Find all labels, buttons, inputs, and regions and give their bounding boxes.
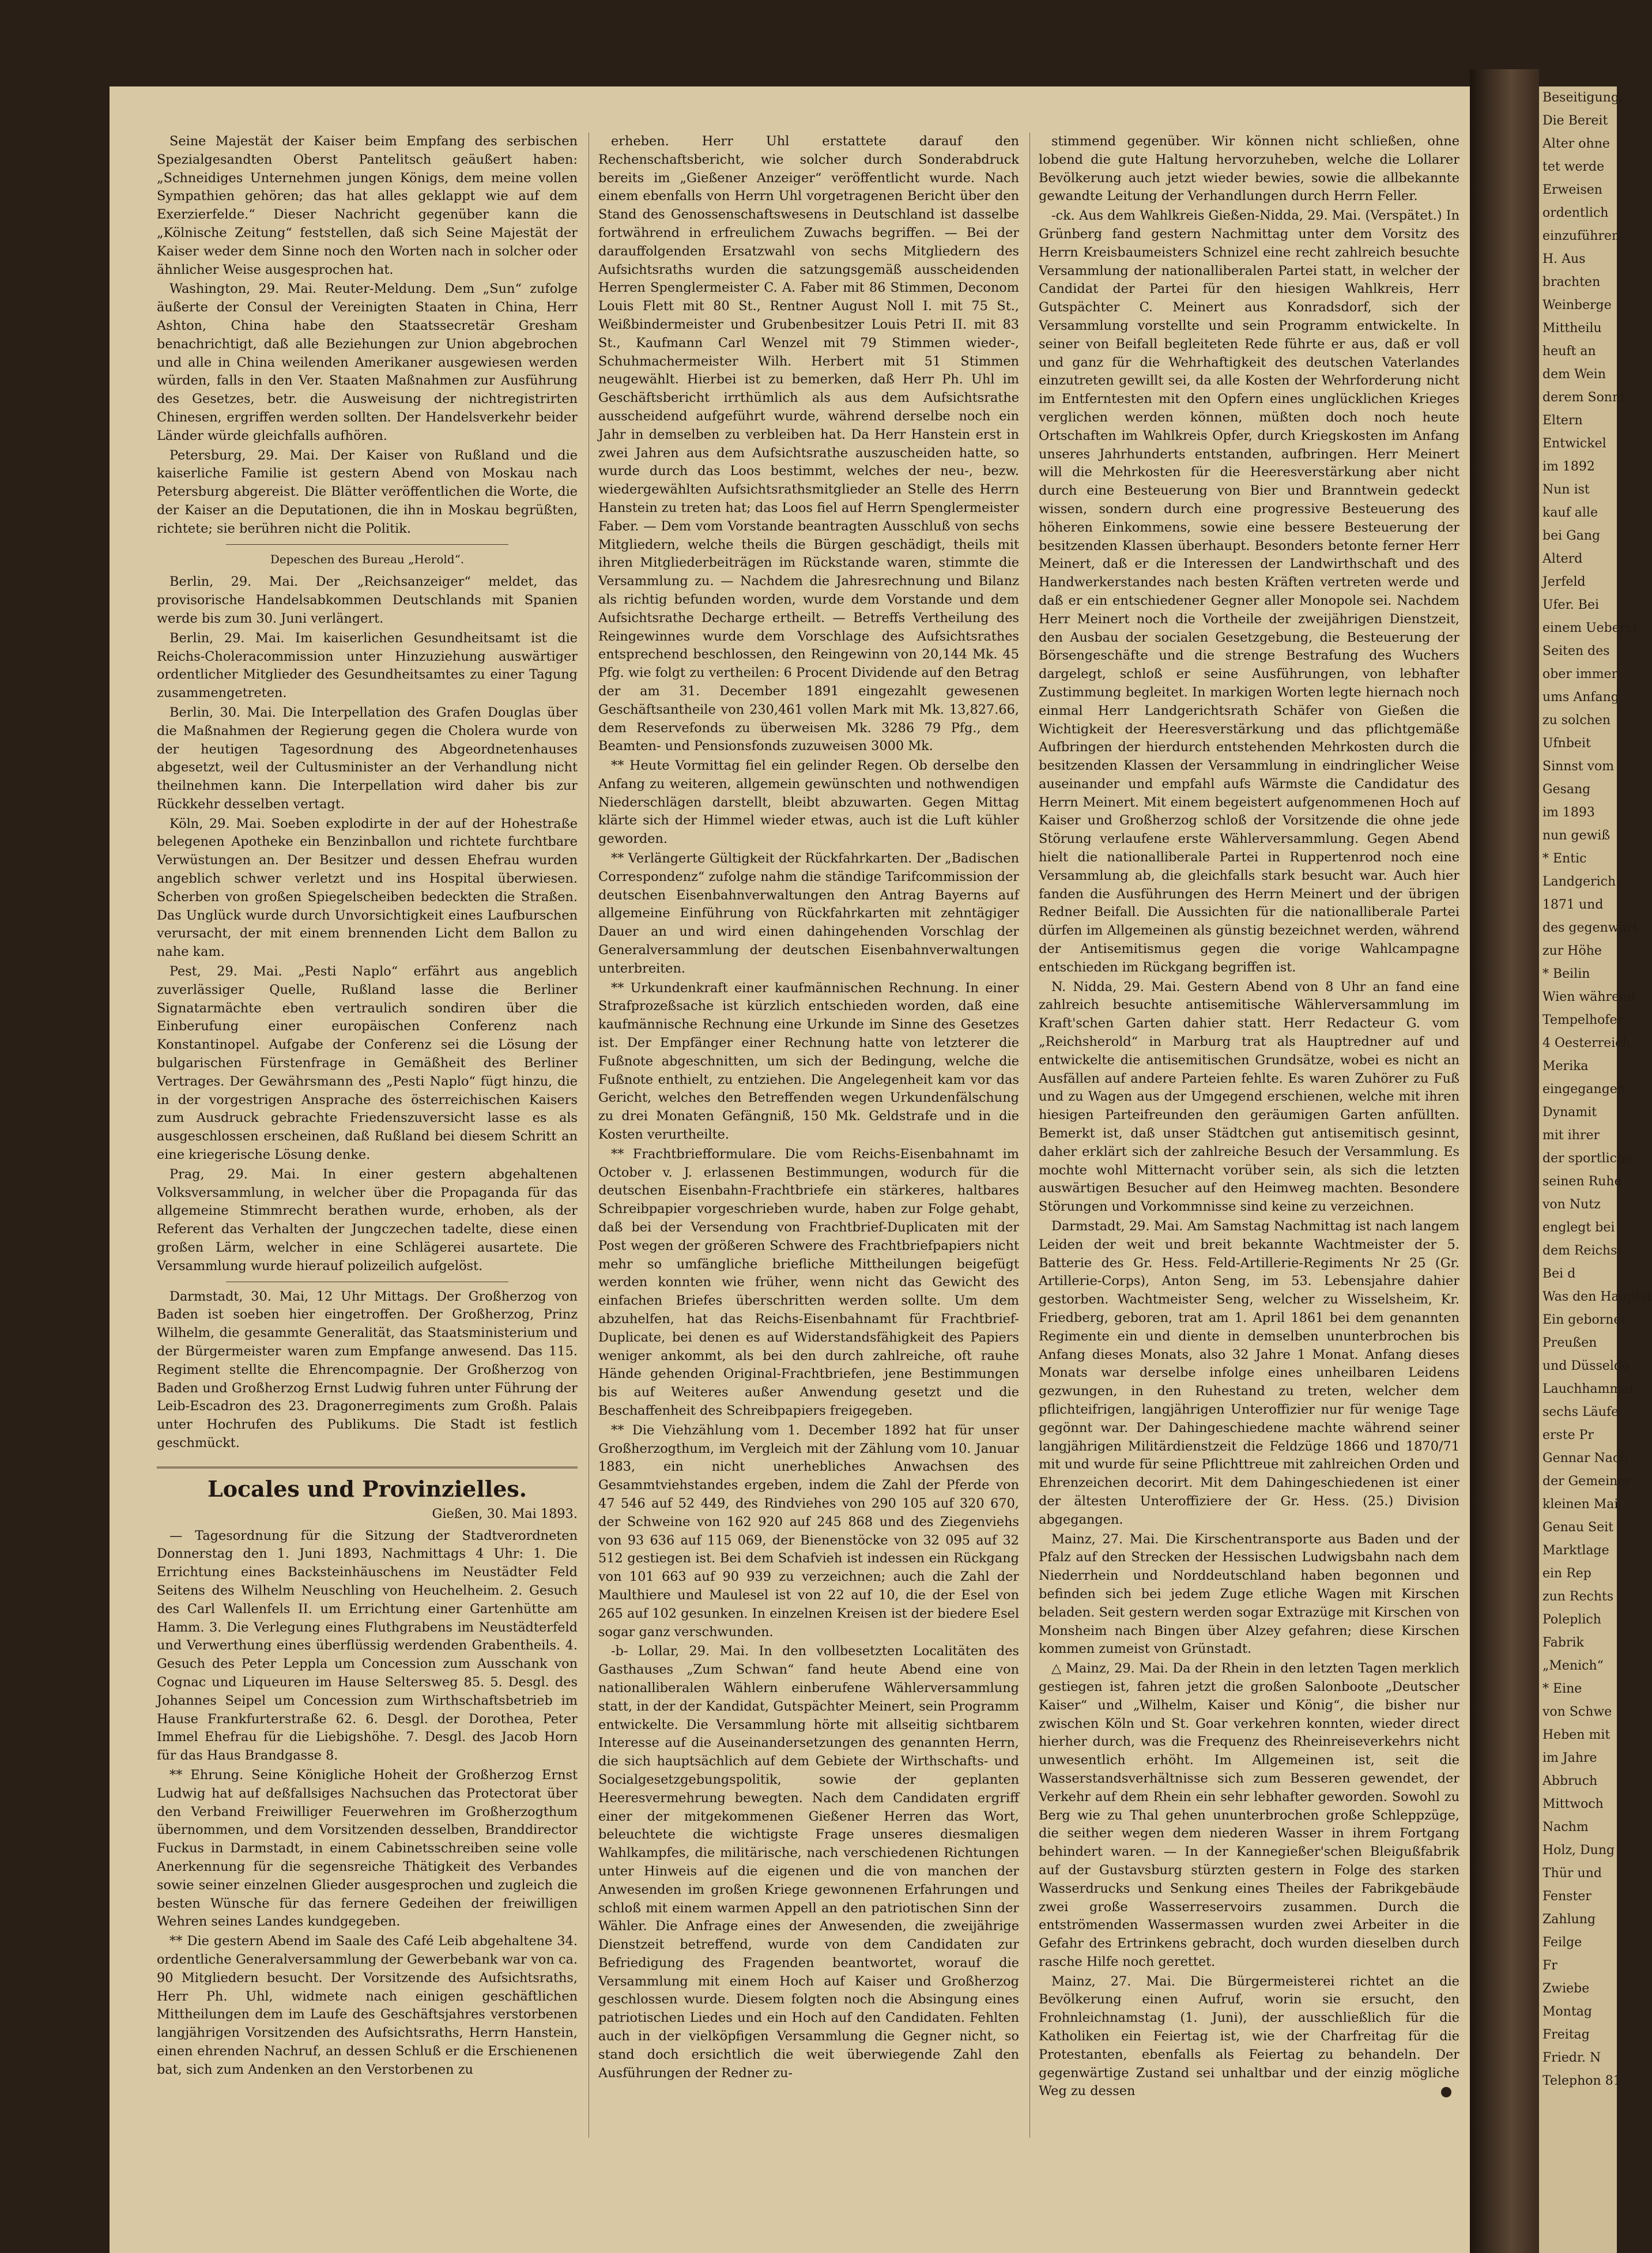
article-mainz-aufruf: Mainz, 27. Mai. Die Bürgermeisterei richtet an die Bevölkerung einen Aufruf, worin sie ersucht, den Frohnleichnamstag (1. Juni), der ausschließlich für die Katholiken ein Feiertag ist, wie der Charfreitag für die Protestanten, ebenfalls als Feiertag zu behandeln. Der gegenwärtige Zustand sei unhaltbar und der einzig mögliche Weg zu dessen [1039,1973,1459,2099]
dispatch-heading: Depeschen des Bureau „Herold“. [270,552,465,566]
article-nidda: N. Nidda, 29. Mai. Gestern Abend von 8 Uhr an fand eine zahlreich besuchte antisemitische Wählerversammlung im Kraft'schen Garten dahier statt. Herr Redacteur G. vom „Reichsherold“ in Marburg trat als Hauptredner auf und entwickelte die antisemitischen Grundsätze, wobei es nicht an Ausfällen auf andere Parteien fehlte. Es waren Zuhörer zu Fuß und zu Wagen aus der Umgegend erschienen, welche mit ihren hiesigen Parteifreunden den geräumigen Garten anfüllten. Bemerkt ist, daß unser Städtchen gut antisemitisch gesinnt, daher erklärt sich der zahlreiche Besuch der Versammlung. Es mochte wohl Mitternacht vorüber sein, als sich die letzten auswärtigen Besucher auf den Heimweg machten. Besondere Störungen und Vorkommnisse sind keine zu verzeichnen. [1039,979,1459,1215]
fragment-line: Fabrik [1542,1636,1584,1650]
article-regen: ** Heute Vormittag fiel ein gelinder Regen. Ob derselbe den Anfang zu weiteren, allgemein gewünschten und nothwendigen Niederschlägen darstellt, bleibt abzuwarten. Gegen Mittag klärte sich der Himmel wieder etwas, auch ist die Luft kühler geworden. [598,758,1019,847]
article-berlin-1: Berlin, 29. Mai. Der „Reichsanzeiger“ meldet, das provisorische Handelsabkommen Deutschlands mit Spanien werde bis zum 30. Juni verlängert. [157,574,578,626]
fragment-line: einzuführen [1542,229,1620,243]
fragment-line: eingegangen [1542,1082,1625,1097]
fragment-line: Telephon 81 [1542,2074,1621,2088]
fragment-line: Zwiebe [1542,1981,1590,1996]
article-viehzaehlung: ** Die Viehzählung vom 1. December 1892 hat für unser Großherzogthum, im Vergleich mit der Zählung vom 10. Januar 1883, ein nicht unerhebliches Anwachsen des Gesammtviehstandes ergeben, indem die Zahl der Pferde von 47 546 auf 52 449, des Rindviehes von 290 105 auf 320 670, der Schweine von 162 920 auf 245 868 und des Ziegenviehs von 93 636 auf 115 069, der Bienenstöcke von 32 095 auf 32 512 gestiegen ist. Bei dem Schafvieh ist indessen ein Rückgang von 101 663 auf 90 939 zu verzeichnen; auch die Zahl der Maulthiere und Maulesel ist von 22 auf 10, die der Esel von 265 auf 102 gesunken. In einzelnen Kreisen ist der biedere Esel sogar ganz verschwunden. [598,1422,1019,1640]
article-darmstadt-seng: Darmstadt, 29. Mai. Am Samstag Nachmittag ist nach langem Leiden der weit und breit bekannte Wachtmeister der 5. Batterie des Gr. Hess. Feld-Artillerie-Regiments Nr 25 (Gr. Artillerie-Corps), Anton Seng, im 53. Lebensjahre dahier gestorben. Wachtmeister Seng, welcher zu Wisselsheim, Kr. Friedberg, geboren, trat am 1. April 1861 bei dem genannten Regimente ein und diente in demselben ununterbrochen bis Anfang dieses Monats, also 32 Jahre 1 Monat. Anfang dieses Monats war derselbe infolge eines unheilbaren Leidens gezwungen, in den Ruhestand zu treten, welcher dem pflichteifrigen, langjährigen Unteroffizier nur für wenige Tage gegönnt war. Der Dahingeschiedene machte während seiner langjährigen Militärdienstzeit die Feldzüge 1866 und 1870/71 mit und wurde für seine Pflichttreue mit zahlreichen Orden und Ehrenzeichen decorirt. Mit dem Dahingeschiedenen ist einer der ältesten Unteroffiziere der Gr. Hess. (25.) Division abgegangen. [1039,1219,1459,1527]
fragment-line: Feilge [1542,1935,1582,1950]
column-rule [1029,133,1030,2138]
article-lollar-cont: stimmend gegenüber. Wir können nicht schließen, ohne lobend die gute Haltung hervorzuheben, welche die Lollarer Bevölkerung auch jetzt wieder bewies, sowie die allbekannte gewandte Leitung der Verhandlungen durch Herrn Feller. [1039,134,1459,204]
fragment-line: Erweisen [1542,183,1602,197]
newspaper-page [110,86,1470,2253]
fragment-line: im 1892 [1542,459,1595,474]
fragment-line: mit ihrer [1542,1128,1600,1143]
fragment-line: dem Reichst [1542,1244,1623,1258]
article-rechnung: ** Urkundenkraft einer kaufmännischen Rechnung. In einer Strafprozeßsache ist kürzlich entschieden worden, daß eine kaufmännische Rechnung eine Urkunde im Sinne des Gesetzes ist. Der Empfänger einer Rechnung hatte von letzterer die Fußnote abgeschnitten, um sich der Bedingung, welche die Fußnote enthielt, zu entziehen. Die Angelegenheit kam vor das Gericht, welches den Betreffenden wegen Urkundenfälschung zu drei Monaten Gefängniß, 150 Mk. Geldstrafe und in die Kosten verurtheilte. [598,980,1019,1143]
fragment-line: Die Bereit [1542,114,1608,128]
article-gewerbebank: ** Die gestern Abend im Saale des Café Leib abgehaltene 34. ordentliche Generalversammlung der Gewerbebank war von ca. 90 Mitgliedern besucht. Der Vorsitzende des Aufsichtsraths, Herr Ph. Uhl, widmete nach einigen geschäftlichen Mittheilungen dem im Laufe des Geschäftsjahres verstorbenen langjährigen Vorsitzenden des Aufsichtsraths, Herrn Hanstein, einen ehrenden Nachruf, an dessen Schluß er die Erschienenen bat, sich zum Andenken an den Verstorbenen zu [157,1934,578,2077]
article-prag: Prag, 29. Mai. In einer gestern abgehaltenen Volksversammlung, in welcher über die Propaganda für das allgemeine Stimmrecht berathen wurde, erhoben, als der Referent das Verhalten der Jungczechen tadelte, diese einen großen Lärm, welcher in eine Schlägerei ausartete. Die Versammlung wurde hierauf polizeilich aufgelöst. [157,1166,578,1274]
fragment-line: ums Anfang [1542,690,1619,704]
fragment-line: * Eine [1542,1682,1582,1696]
article-lollar: -b- Lollar, 29. Mai. In den vollbesetzten Localitäten des Gasthauses „Zum Schwan“ fand heute Abend eine von nationalliberalen Wählern einberufene Wählerversammlung statt, in der der Kandidat, Gutspächter Meinert, sein Programm entwickelte. Die Versammlung hörte mit allseitig sichtbarem Interesse auf die Auseinandersetzungen des genannten Herrn, die sich hauptsächlich auf dem Gebiete der Wirthschafts- und Socialgesetzgebungspolitik, sowie der geplanten Heeresvermehrung bewegten. Nach dem Candidaten ergriff einer der mitgekommenen Gießener Herren das Wort, beleuchtete die wichtigste Frage unseres diesmaligen Wahlkampfes, die militärische, nach verschiedenen Richtungen unter Hinweis auf die eigenen und die von manchen der Anwesenden im großen Kriege gewonnenen Erfahrungen und schloß mit einem warmen Appell an den patriotischen Sinn der Wähler. Die Anfrage eines der Anwesenden, die zweijährige Dienstzeit betreffend, wurde von dem Candidaten zur Befriedigung des Fragenden beantwortet, worauf die Versammlung mit einem Hoch auf Kaiser und Großherzog geschlossen wurde. Diesem folgten noch die Absingung eines patriotischen Liedes und ein Hoch auf den Candidaten. Fehlten auch in der vielköpfigen Versammlung die Gegner nicht, so stand doch ersichtlich die weit überwiegende Zahl den Ausführungen der Redner zu- [598,1644,1019,2081]
column-2 [598,133,1019,2138]
fragment-line: Beseitigung. [1542,91,1623,105]
fragment-line: Nachm [1542,1820,1589,1834]
fragment-line: Friedr. N [1542,2051,1601,2065]
article-serbia: Seine Majestät der Kaiser beim Empfang des serbischen Spezialgesandten Oberst Pantelitsch geäußert haben: „Schneidiges Unternehmen jungen Königs, dem meine vollen Sympathien gehören; das hat alles geklappt wie auf dem Exerzierfelde.“ Dieser Nachricht gegenüber kann die „Kölnische Zeitung“ feststellen, daß sich Seine Majestät der Kaiser weder dem Sinne noch den Worten nach in solcher oder ähnlicher Weise ausgesprochen hat. [157,134,578,277]
column-3 [1039,133,1459,2138]
fragment-line: Landgerich [1542,875,1616,889]
column-1 [157,133,578,2138]
fragment-line: kleinen Mai [1542,1497,1619,1512]
article-petersburg: Petersburg, 29. Mai. Der Kaiser von Rußland und die kaiserliche Familie ist gestern Abend von Moskau nach Petersburg abgereist. Die Blätter veröffentlichen die Worte, die der Kaiser an die Deputationen, die ihn in Moskau begrüßten, richtete; sie berühren nicht die Politik. [157,447,578,536]
fragment-line: Ein geborner [1542,1313,1627,1327]
article-berlin-2: Berlin, 29. Mai. Im kaiserlichen Gesundheitsamt ist die Reichs-Choleracommission unter Hinzuziehung auswärtiger ordentlicher Mitglieder des Gesundheitsamtes zu einer Tagung zusammengetreten. [157,630,578,701]
fragment-line: Weinberge [1542,298,1612,312]
fragment-line: Lauchhammer [1542,1382,1635,1396]
fragment-line: bei Gang [1542,529,1601,543]
article-washington: Washington, 29. Mai. Reuter-Meldung. Dem „Sun“ zufolge äußerte der Consul der Vereinigten Staaten in China, Herr Ashton, China habe den Staatssecretär Gresham benachrichtigt, daß alle Beziehungen zur Union abgebrochen und alle in China weilenden Amerikaner ausgewiesen werden würden, falls in den Ver. Staaten Maßnahmen zur Ausführung des Gesetzes, betr. die Ausweisung der nichtregistrirten Chinesen, ergriffen werden sollten. Der Handelsverkehr beider Länder würde gleichfalls aufhören. [157,281,578,443]
fragment-line: Ufer. Bei [1542,598,1600,612]
fragment-line: Alterd [1542,552,1583,566]
fragment-line: Ufnbeit [1542,736,1591,751]
fragment-line: der sportliche [1542,1151,1633,1166]
fragment-line: nun gewiß [1542,828,1610,843]
section-dateline: Gießen, 30. Mai 1893. [432,1506,578,1521]
divider [226,544,508,545]
fragment-line: kauf alle [1542,506,1598,520]
fragment-line: Eltern [1542,413,1583,428]
fragment-line: 4 Oesterreich [1542,1036,1631,1050]
fragment-line: Nun ist [1542,483,1590,497]
article-frachtbrief: ** Frachtbriefformulare. Die vom Reichs-Eisenbahnamt im October v. J. erlassenen Bestimmungen, wodurch für die deutschen Eisenbahn-Frachtbriefe ein stärkeres, haltbares Schreibpapier vorgeschrieben wurde, haben zur Folge gehabt, daß bei der Versendung von Frachtbrief-Duplicaten mit der Post wegen der größeren Schwere des Frachtbriefpapiers nicht mehr so umfängliche briefliche Mittheilungen beigefügt werden konnten wie früher, wenn nicht das Gewicht des einfachen Briefes überschritten werden sollte. Um dem abzuhelfen, hat das Reichs-Eisenbahnamt für Frachtbrief-Duplicate, bei denen es auf Widerstandsfähigkeit des Papiers weniger ankommt, als bei den durch zahlreiche, oft rauhe Hände gehenden Original-Frachtbriefen, jene Bestimmungen bis auf Weiteres außer Anwendung gesetzt und die Beschaffenheit des Schreibpapiers freigegeben. [598,1146,1019,1418]
fragment-line: Seiten des [1542,644,1610,658]
fragment-line: Freitag [1542,2028,1590,2042]
fragment-line: Fenster [1542,1889,1591,1904]
fragment-line: zur Höhe [1542,944,1602,958]
fragment-line: Gesang [1542,782,1591,797]
article-giessen-nidda: -ck. Aus dem Wahlkreis Gießen-Nidda, 29. Mai. (Verspätet.) In Grünberg fand gestern Nachmittag unter dem Vorsitz des Herrn Kreisbaumeisters Schnizel eine recht zahlreich besuchte Versammlung der nationalliberalen Partei statt, in welcher der Candidat der Partei für den hiesigen Wahlkreis, Herr Gutspächter C. Meinert aus Konradsdorf, sich der Versammlung vorstellte und sein Programm entwickelte. In seiner von Beifall begleiteten Rede führte er aus, daß er voll und ganz für die Wehrhaftigkeit des deutschen Vaterlandes einzutreten gewillt sei, da alle Kosten der Wehrforderung nicht im Entferntesten mit den Opfern eines unglücklichen Krieges verglichen werden können, müßten doch noch heute Ortschaften im Wahlkreis Opfer, durch Kriegskosten im Anfang unseres Jahrhunderts entstanden, aufbringen. Herr Meinert will die Mehrkosten für die Heeresverstärkung aber nicht durch eine Besteuerung von Bier und Branntwein gedeckt wissen, sondern durch eine progressive Besteuerung des höheren Einkommens, sowie eine bessere Besteuerung der besitzenden Klassen überhaupt. Besonders betonte ferner Herr Meinert, daß er die Interessen der Landwirthschaft und des Handwerkerstandes nach besten Kräften vertreten werde und daß er ein entschiedener Gegner aller Monopole sei. Nachdem Herr Meinert noch die Vortheile der zweijährigen Dienstzeit, den Ausbau der socialen Gesetzgebung, die Besteuerung der Börsengeschäfte und die strenge Bestrafung des Wuchers dargelegt, schloß er seine Ausführungen, von lebhafter Zustimmung begleitet. In markigen Worten legte hiernach noch einmal Herr Landgerichtsrath Schäfer von Gießen die Wichtigkeit der Heeresverstärkung und das pflichtgemäße Aufbringen der hierdurch entstehenden Mehrkosten durch die besitzenden Klassen der Versammlung in eindringlicher Weise auseinander und empfahl aufs Wärmste die Candidatur des Herrn Meinert. Mit einem begeistert aufgenommenen Hoch auf Kaiser und Großherzog schloß der Vorsitzende die ohne jede Störung verlaufene erste Wählerversammlung. Gegen Abend hielt die nationalliberale Partei in Ruppertenrod noch eine Versammlung ab, die gleichfalls stark besucht war. Auch hier fanden die Ausführungen des Herrn Meinert und der übrigen Redner Beifall. Die Aussichten für die nationalliberale Partei dürfen im Allgemeinen als günstig bezeichnet werden, während der Antisemitismus gegen die vorige Wahlcampagne entschieden im Rückgang begriffen ist. [1039,208,1459,975]
fragment-line: Bei d [1542,1267,1576,1281]
article-mainz-kirschen: Mainz, 27. Mai. Die Kirschentransporte aus Baden und der Pfalz auf den Strecken der Hessischen Ludwigsbahn nach dem Niederrhein und Norddeutschland haben begonnen und befinden sich bei jedem Zuge etliche Wagen mit Kirschen beladen. Seit gestern werden sogar Extrazüge mit Kirschen von Monsheim nach Bingen über Alzey gefahren; diese Kirschen kommen zumeist von Grünstadt. [1039,1531,1459,1657]
fragment-line: sechs Läufe [1542,1405,1619,1419]
fragment-line: Entwickel [1542,436,1606,451]
article-koeln: Köln, 29. Mai. Soeben explodirte in der auf der Hohestraße belegenen Apotheke ein Benzinballon und richtete furchtbare Verwüstungen an. Der Besitzer und dessen Ehefrau wurden angeblich schwer verletzt und ins Hospital überwiesen. Scherben von großen Spiegelscheiben bedeckten die Straßen. Das Unglück wurde durch Unvorsichtigkeit eines Laufburschen verursacht, der mit einem brennenden Licht dem Ballon zu nahe kam. [157,816,578,960]
fragment-line: der Gemeiner [1542,1474,1631,1489]
fragment-line: brachten [1542,275,1601,289]
fragment-line: Wien während [1542,990,1636,1004]
fragment-line: Mittwoch [1542,1797,1604,1811]
article-gewerbebank-cont: erheben. Herr Uhl erstattete darauf den Rechenschaftsbericht, wie solcher durch Sonderabdruck bereits im „Gießener Anzeiger“ veröffentlicht wurde. Nach einem ebenfalls von Herrn Uhl vorgetragenen Bericht über den Stand des Genossenschaftswesens in Deutschland ist dasselbe fortwährend in erfreulichem Zuwachs begriffen. — Bei der darauffolgenden Ersatzwahl von sechs Mitgliedern des Aufsichtsraths wurden die satzungsgemäß ausscheidenden Herren Spenglermeister C. A. Faber mit 86 Stimmen, Deconom Louis Flett mit 80 St., Rentner August Noll I. mit 75 St., Weißbindermeister und Grubenbesitzer Louis Petri II. mit 83 St., Kaufmann Carl Wenzel mit 79 Stimmen wieder-, Schuhmachermeister Wilh. Herbert mit 51 Stimmen neugewählt. Hierbei ist zu bemerken, daß Herr Ph. Uhl im Geschäftsbericht irrthümlich als aus dem Aufsichtsrathe ausscheidend aufgeführt wurde, während derselbe noch ein Jahr in demselben zu verbleiben hat. Da Herr Hanstein erst in zwei Jahren aus dem Aufsichtsrathe auszuscheiden hatte, so wurde durch das Loos bestimmt, welches der neu-, bezw. wiedergewählten Aufsichtsrathsmitglieder an Stelle des Herrn Hanstein zu treten hat; das Loos fiel auf Herrn Spenglermeister Faber. — Dem vom Vorstande beantragten Ausschluß von sechs Mitgliedern, welche theils die Bürgen geschädigt, theils mit ihren Mitgliederbeiträgen im Rückstande waren, stimmte die Versammlung zu. — Nachdem die Jahresrechnung und Bilanz als richtig befunden worden, wurde dem Vorstande und dem Aufsichtsrathe Decharge ertheilt. — Betreffs Vertheilung des Reingewinnes wurde dem Vorschlage des Aufsichtsrathes entsprechend beschlossen, den Reingewinn von 20,144 Mk. 45 Pfg. wie folgt zu vertheilen: 6 Procent Dividende auf den Betrag der am 31. December 1891 eingezahlt gewesenen Geschäftsantheile von 230,461 vollen Mark mit Mk. 13,827.66, dem Reservefonds zu überweisen Mk. 3286 79 Pfg., dem Beamten- und Pensionsfonds zuzuweisen 3000 Mk. [598,134,1019,754]
fragment-line: „Menich“ [1542,1659,1604,1673]
article-ehrung: ** Ehrung. Seine Königliche Hoheit der Großherzog Ernst Ludwig hat auf deßfallsiges Nachsuchen das Protectorat über den Verband Freiwilliger Feuerwehren im Großherzogthum übernommen, und dem Vorsitzenden desselben, Branddirector Fuckus in Darmstadt, in einem Cabinetsschreiben seine volle Anerkennung für die segensreiche Thätigkeit des Verbandes sowie seiner einzelnen Glieder ausgesprochen und zugleich die besten Wünsche für das fernere Gedeihen der freiwilligen Wehren seines Landes kundgegeben. [157,1767,578,1930]
fragment-line: im 1893 [1542,805,1595,820]
fragment-line: Gennar Nach [1542,1451,1628,1465]
fragment-line: einem Ueberst [1542,621,1638,635]
fragment-line: Was den Hauptst [1542,1290,1652,1304]
fragment-line: Alter ohne [1542,137,1610,151]
fragment-line: Jerfeld [1542,575,1586,589]
fragment-line: ober immer [1542,667,1618,681]
article-darmstadt: Darmstadt, 30. Mai, 12 Uhr Mittags. Der Großherzog von Baden ist soeben hier eingetroffen. Der Großherzog, Prinz Wilhelm, die gesammte Generalität, das Staatsministerium und der Bürgermeister waren zum Empfange anwesend. Das 115. Regiment stellte die Ehrencompagnie. Der Großherzog von Baden und Großherzog Ernst Ludwig fuhren unter Führung der Leib-Escadron des 23. Dragonerregiments zum Großh. Palais unter Hochrufen des Publikums. Die Stadt ist festlich geschmückt. [157,1288,578,1450]
fragment-line: von Schwe [1542,1705,1612,1719]
fragment-line: Poleplich [1542,1612,1601,1627]
section-title: Locales und Provinzielles. [157,1467,578,1503]
fragment-line: dem Wein [1542,367,1606,382]
fragment-line: Genau Seit [1542,1520,1614,1535]
article-rueckfahrkarten: ** Verlängerte Gültigkeit der Rückfahrkarten. Der „Badischen Correspondenz“ zufolge nahm die ständige Tarifcommission der deutschen Eisenbahnverwaltungen den Antrag Bayerns auf allgemeine Einführung von Rückfahrkarten mit zehntägiger Dauer an und wird einen dahingehenden Vorschlag der Generalversammlung der deutschen Eisenbahnverwaltungen unterbreiten. [598,851,1019,976]
fragment-line: erste Pr [1542,1428,1594,1442]
fragment-line: im Jahre [1542,1751,1597,1765]
fragment-line: heuft an [1542,344,1596,359]
fragment-line: Marktlage [1542,1543,1609,1558]
fragment-line: * Beilin [1542,967,1590,981]
fragment-line: tet werde [1542,160,1605,174]
fragment-line: ein Rep [1542,1566,1591,1581]
fragment-line: Holz, Dung [1542,1843,1615,1858]
fragment-line: H. Aus [1542,252,1586,266]
book-gutter [1470,69,1539,2253]
fragment-line: Heben mit [1542,1728,1610,1742]
fragment-line: Montag [1542,2005,1592,2019]
article-mainz-rhein: △ Mainz, 29. Mai. Da der Rhein in den letzten Tagen merklich gestiegen ist, fahren jetzt die großen Salonboote „Deutscher Kaiser“ und „Wilhelm, Kaiser und König“, die bisher nur zwischen Köln und St. Goar verkehren konnten, wieder direct hierher durch, was die Frequenz des Rheinreiseverkehrs nicht unwesentlich erhöht. Im Allgemeinen ist, seit die Wasserstandsverhältnisse sich zum Besseren gewendet, der Verkehr auf dem Rhein ein sehr lebhafter geworden. Sowohl zu Berg wie zu Thal gehen ununterbrochen große Schleppzüge, die seither wegen dem niederen Wasser in ihrem Fortgang behindert waren. — In der Kannegießer'schen Bleigußfabrik auf der Gustavsburg stürzten gestern in Folge des starken Wasserdrucks und Senkung eines Theiles der Fabrikgebäude zwei große Wasserreservoirs zusammen. Durch die entströmenden Wassermassen wurden zwei Arbeiter in die Gefahr des Ertrinkens gebracht, doch wurden dieselben durch rasche Hilfe noch gerettet. [1039,1661,1459,1969]
fragment-line: derem Sonnt [1542,390,1625,405]
fragment-line: Sinnst vom [1542,759,1615,774]
article-berlin-3: Berlin, 30. Mai. Die Interpellation des Grafen Douglas über die Maßnahmen der Regierung gegen die Cholera wurde von der heutigen Tagesordnung des Abgeordnetenhauses abgesetzt, weil der Cultusminister an der Verhandlung nicht theilnehmen kann. Die Interpellation wird daher bis zur Rückkehr desselben vertagt. [157,704,578,812]
fragment-line: seinen Ruhe [1542,1174,1622,1189]
fragment-line: Merika [1542,1059,1589,1073]
fragment-line: Dynamit [1542,1105,1597,1120]
fragment-line: Zahlung [1542,1912,1596,1927]
fragment-line: * Entic [1542,852,1587,866]
fragment-line: ordentlich [1542,206,1609,220]
fragment-line: zun Rechts [1542,1589,1614,1604]
fragment-line: und Düsseldo [1542,1359,1630,1373]
fragment-line: von Nutz [1542,1197,1601,1212]
fragment-line: englegt bei [1542,1220,1615,1235]
fragment-line: 1871 und [1542,898,1604,912]
fragment-line: Thür und [1542,1866,1602,1881]
article-pest: Pest, 29. Mai. „Pesti Naplo“ erfährt aus angeblich zuverlässiger Quelle, Rußland lasse die Berliner Signatarmächte eben vertraulich sondiren über die Einberufung einer europäischen Conferenz nach Konstantinopel. Aufgabe der Conferenz sei die Lösung der bulgarischen Fürstenfrage in Gemäßheit des Berliner Vertrages. Der Gewährsmann des „Pesti Naplo“ fügt hinzu, die in der vorgestrigen Ansprache des österreichischen Kaisers zum Ausdruck gebrachte Friedenszuversicht lasse es als ausgeschlossen erscheinen, daß Rußland bei diesem Schritt an eine kriegerische Lösung denke. [157,964,578,1163]
adjacent-page-fragments [1539,86,1652,2253]
fragment-line: Preußen [1542,1336,1597,1350]
fragment-line: Abbruch [1542,1774,1598,1788]
article-tagesordnung: — Tagesordnung für die Sitzung der Stadtverordneten Donnerstag den 1. Juni 1893, Nachmittags 4 Uhr: 1. Die Errichtung eines Backsteinhäuschens im Neustädter Feld Seitens des Wilhelm Neuschling von Heuchelheim. 2. Gesuch des Carl Wallenfels II. um Errichtung einer Gartenhütte am Hamm. 3. Die Verlegung eines Fluthgrabens im Neustädterfeld und Verwerthung eines überflüssig werdenden Grabentheils. 4. Gesuch des Peter Leppla um Concession zum Ausschank von Cognac und Liqueuren im Hause Seltersweg 85. 5. Desgl. des Johannes Seipel um Concession zum Wirthschaftsbetrieb im Hause Frankfurterstraße 62. 6. Desgl. der Dorothea, Peter Immel Ehefrau für die Liebigshöhe. 7. Desgl. des Jacob Horn für das Haus Brandgasse 8. [157,1528,578,1764]
fragment-line: Mittheilu [1542,321,1602,336]
fragment-line: Fr [1542,1958,1557,1973]
fragment-line: des gegenwärt [1542,921,1638,935]
paper-hole [1441,2087,1451,2097]
fragment-line: zu solchen [1542,713,1611,728]
fragment-line: Tempelhofer [1542,1013,1624,1027]
